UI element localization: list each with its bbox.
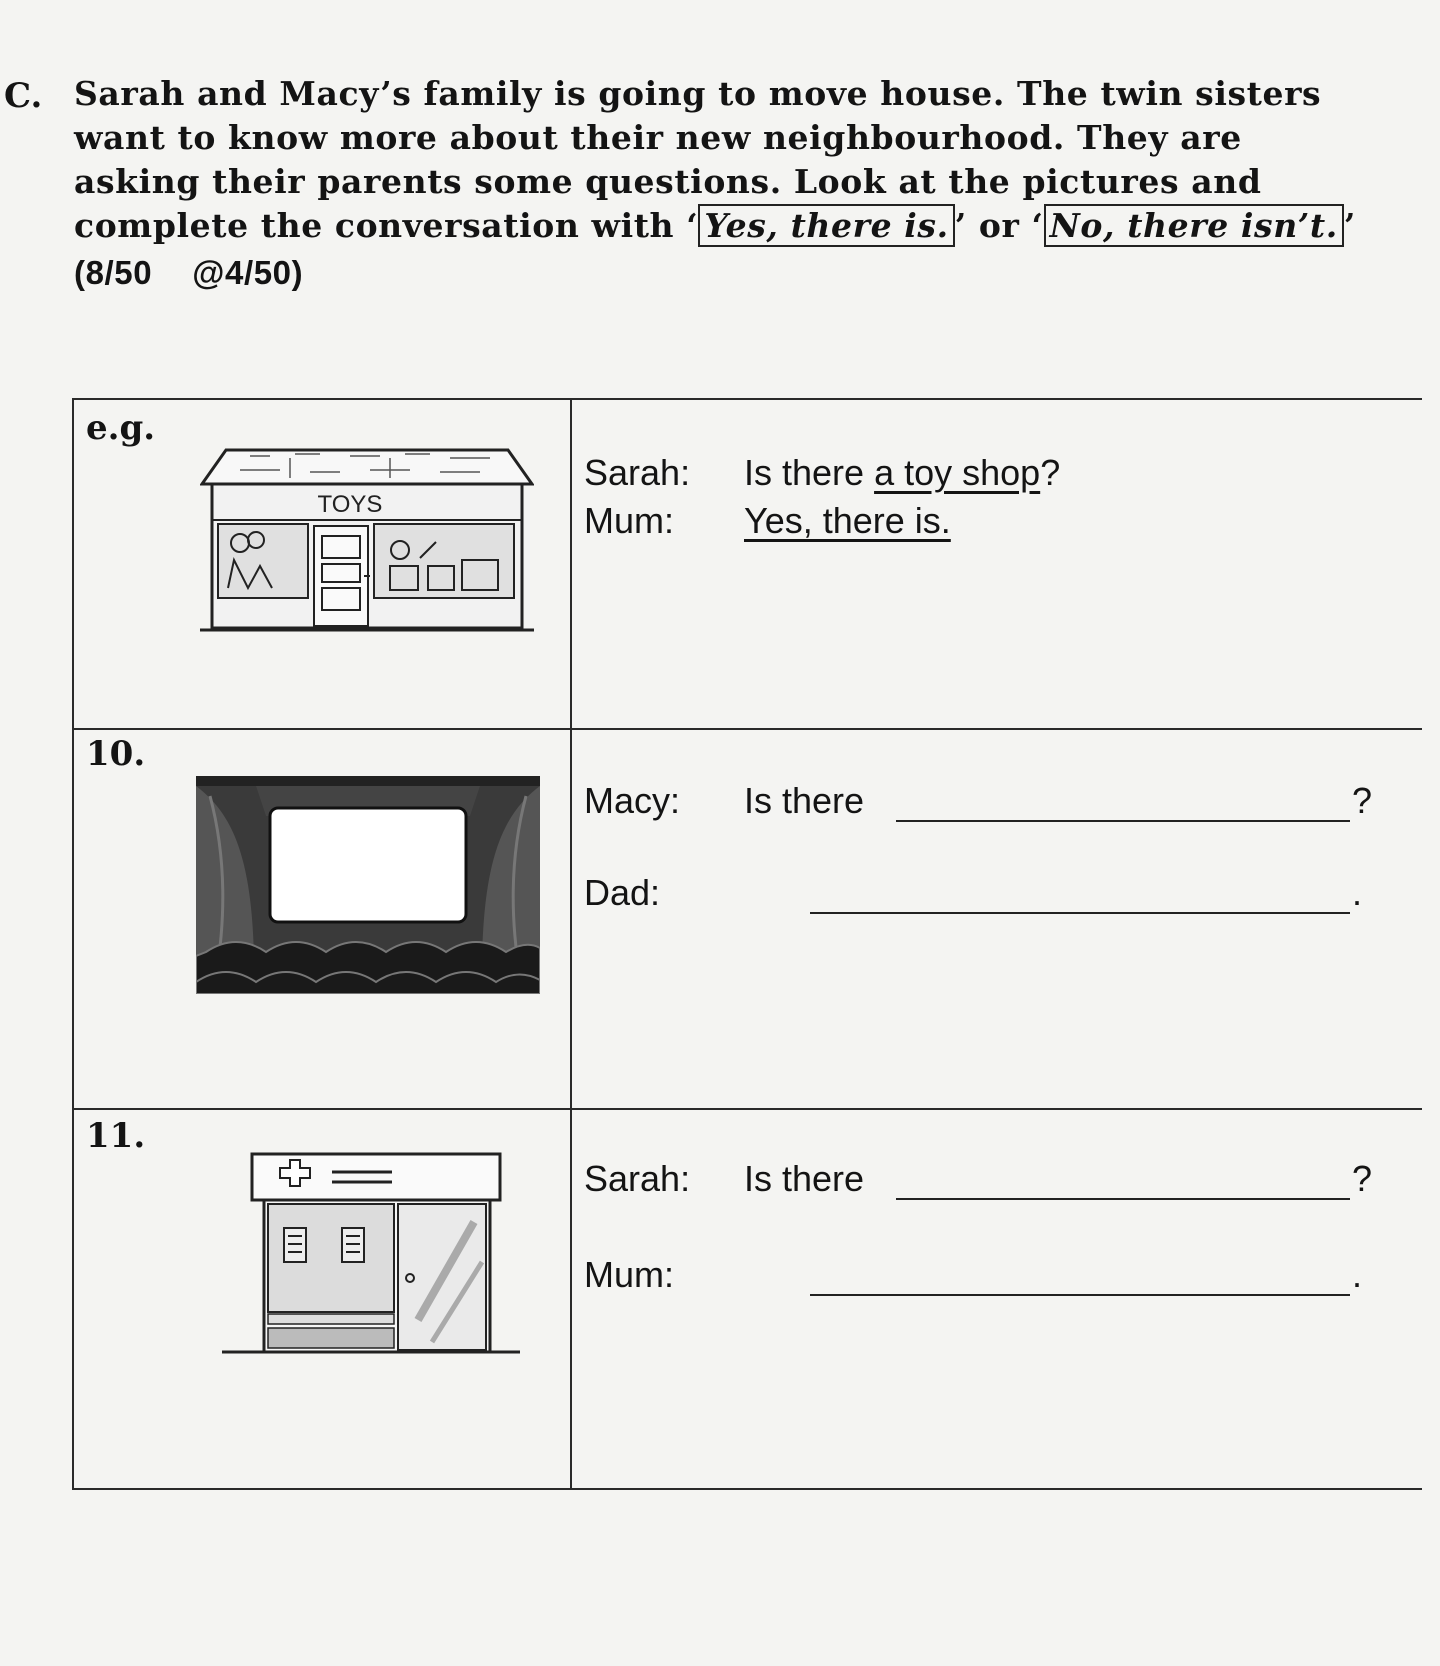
cinema-icon <box>196 776 540 994</box>
instruction-or: ’ or ‘ <box>954 206 1044 245</box>
answer-blank[interactable] <box>810 880 1350 914</box>
speaker-2: Mum: <box>584 1254 674 1295</box>
instruction-line-4-prefix: complete the conversation with ‘ <box>74 206 699 245</box>
row-label: e.g. <box>86 408 156 448</box>
question-table <box>72 398 1422 1488</box>
table-row-10 <box>72 728 1422 1110</box>
instruction-line-4 <box>74 206 1356 245</box>
dialogue-10 <box>584 730 1404 1110</box>
question-mark: ? <box>1040 452 1061 493</box>
full-stop: . <box>1352 1254 1363 1295</box>
example-answer: Yes, there is. <box>744 500 951 541</box>
table-row-11 <box>72 1108 1422 1490</box>
speaker-1: Sarah: <box>584 1158 691 1199</box>
question-mark: ? <box>1352 780 1373 821</box>
table-row-example <box>72 398 1422 730</box>
row-label: 10. <box>86 734 146 774</box>
shop-sign-text: TOYS <box>317 491 383 518</box>
speaker-2: Mum: <box>584 500 674 541</box>
dialogue-example <box>584 400 1404 730</box>
marks-total: (8/50 <box>74 254 153 291</box>
question-mark: ? <box>1352 1158 1373 1199</box>
question-blank[interactable] <box>896 1166 1350 1200</box>
speaker-1: Macy: <box>584 780 681 821</box>
marks-line <box>74 254 303 292</box>
row-label: 11. <box>86 1116 146 1156</box>
question-prefix: Is there <box>744 780 865 821</box>
instruction-line-2: want to know more about their new neighbourhood. They are <box>74 118 1242 157</box>
full-stop: . <box>1352 872 1363 913</box>
clinic-icon <box>222 1152 520 1362</box>
section-label: C. <box>4 76 43 116</box>
dialogue-11 <box>584 1110 1404 1488</box>
option-yes: Yes, there is. <box>698 204 954 247</box>
marks-each: @4/50) <box>192 254 304 291</box>
option-no: No, there isn’t. <box>1044 204 1344 247</box>
question-prefix: Is there <box>744 1158 865 1199</box>
question-prefix: Is there <box>744 452 875 493</box>
question-answer: a toy shop <box>874 452 1041 493</box>
speaker-2: Dad: <box>584 872 661 913</box>
question-blank[interactable] <box>896 788 1350 822</box>
speaker-1: Sarah: <box>584 452 691 493</box>
question-text <box>744 452 1060 494</box>
instruction-line-1: Sarah and Macy’s family is going to move house. The twin sisters <box>74 74 1322 113</box>
instruction-end-quote: ’ <box>1343 206 1356 245</box>
instruction-line-3: asking their parents some questions. Look at the pictures and <box>74 162 1262 201</box>
answer-blank[interactable] <box>810 1262 1350 1296</box>
toy-shop-icon <box>200 448 534 632</box>
